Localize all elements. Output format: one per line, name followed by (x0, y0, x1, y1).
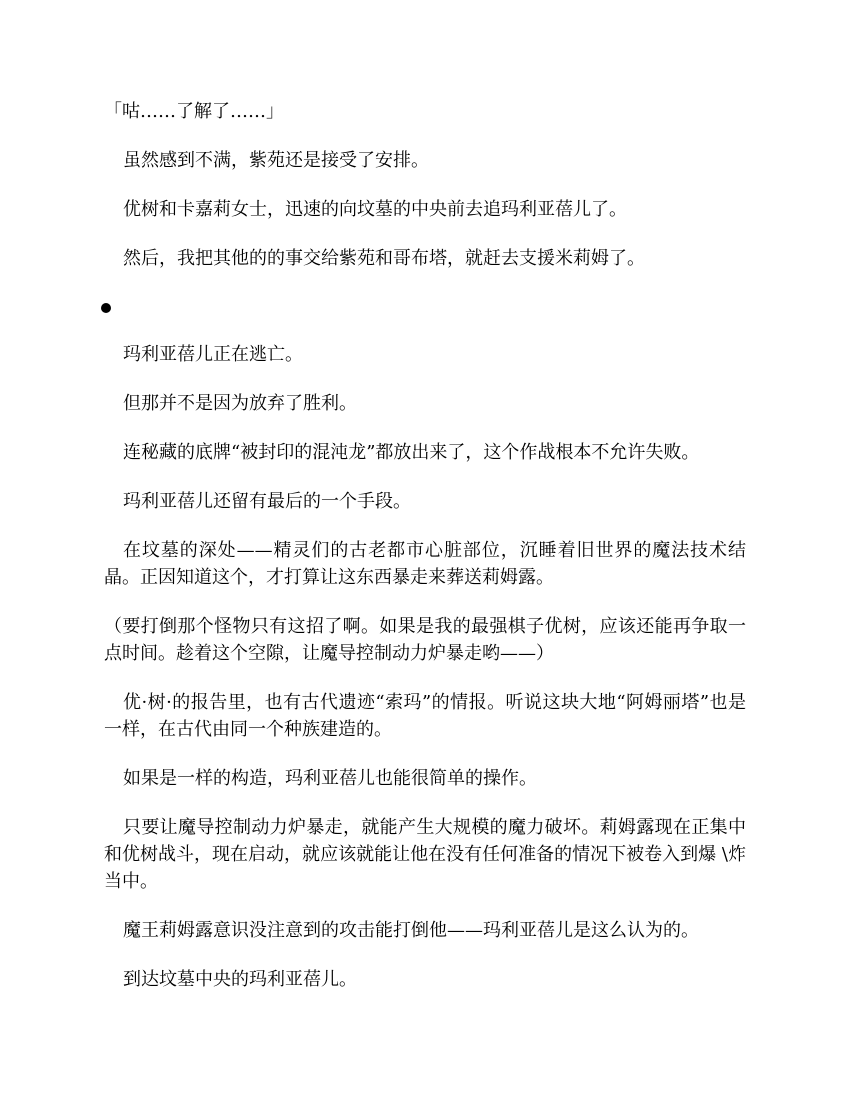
paragraph-12: 如果是一样的构造，玛利亚蓓儿也能很简单的操作。 (123, 768, 537, 789)
paragraph-1: 「咕……了解了……」 (104, 101, 284, 122)
paragraph-11: 优·树·的报告里，也有古代遗迹“索玛”的情报。听说这块大地“阿姆丽塔”也是一样，在古代由同一个种族建造的。 (104, 692, 746, 740)
paragraph-3: 优树和卡嘉莉女士，迅速的向坟墓的中央前去追玛利亚蓓儿了。 (123, 199, 627, 220)
bullet-icon (101, 303, 111, 313)
paragraph-14: 魔王莉姆露意识没注意到的攻击能打倒他——玛利亚蓓儿是这么认为的。 (123, 920, 699, 941)
paragraph-4: 然后，我把其他的的事交给紫苑和哥布塔，就赶去支援米莉姆了。 (123, 248, 645, 269)
paragraph-9: 在坟墓的深处——精灵们的古老都市心脏部位，沉睡着旧世界的魔法技术结晶。正因知道这个，才打算让这东西暴走来葬送莉姆露。 (104, 540, 746, 588)
paragraph-8: 玛利亚蓓儿还留有最后的一个手段。 (123, 491, 411, 512)
paragraph-13: 只要让魔导控制动力炉暴走，就能产生大规模的魔力破坏。莉姆露现在正集中和优树战斗，现在启动，就应该就能让他在没有任何准备的情况下被卷入到爆 \炸当中。 (104, 817, 746, 892)
paragraph-7: 连秘藏的底牌“被封印的混沌龙”都放出来了，这个作战根本不允许失败。 (123, 442, 700, 463)
paragraph-10: （要打倒那个怪物只有这招了啊。如果是我的最强棋子优树，应该还能再争取一点时间。趁着这个空隙，让魔导控制动力炉暴走哟——） (104, 616, 746, 664)
document-body (104, 98, 746, 993)
paragraph-15: 到达坟墓中央的玛利亚蓓儿。 (123, 969, 357, 990)
paragraph-2: 虽然感到不满，紫苑还是接受了安排。 (123, 150, 429, 171)
section-break (104, 292, 746, 319)
paragraph-6: 但那并不是因为放弃了胜利。 (123, 393, 357, 414)
paragraph-5: 玛利亚蓓儿正在逃亡。 (123, 344, 303, 365)
